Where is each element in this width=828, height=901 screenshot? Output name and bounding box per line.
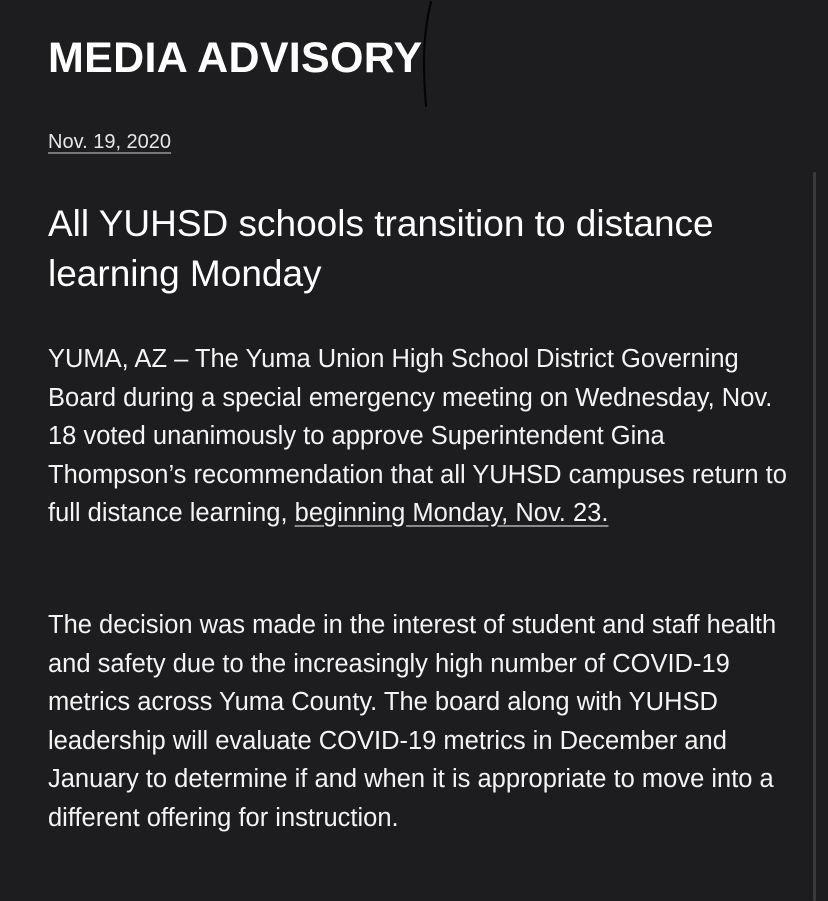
date-link[interactable]: beginning Monday, Nov. 23.: [294, 499, 609, 527]
advisory-heading: MEDIA ADVISORY: [48, 34, 423, 82]
paragraph-1-text: YUMA, AZ – The Yuma Union High School District Governing Board during a special emergency meeting on Wednesday, Nov. 18 voted unanimously to approve Superintendent Gina Thompson’s recommendation that all YUHSD campuses return to full distance learning,: [48, 345, 787, 527]
body-paragraph-1: [48, 340, 788, 533]
article-headline: All YUHSD schools transition to distance learning Monday: [48, 203, 714, 294]
publication-date: Nov. 19, 2020: [48, 131, 172, 153]
body-paragraph-2: The decision was made in the interest of student and staff health and safety due to the increasingly high number of COVID-19 metrics across Yuma County. The board along with YUHSD leadership will evaluate COVID-19 metrics in December and January to determine if and when it is appropriate to move into a different offering for instruction.: [48, 611, 777, 832]
vertical-scrollbar[interactable]: [813, 172, 816, 901]
